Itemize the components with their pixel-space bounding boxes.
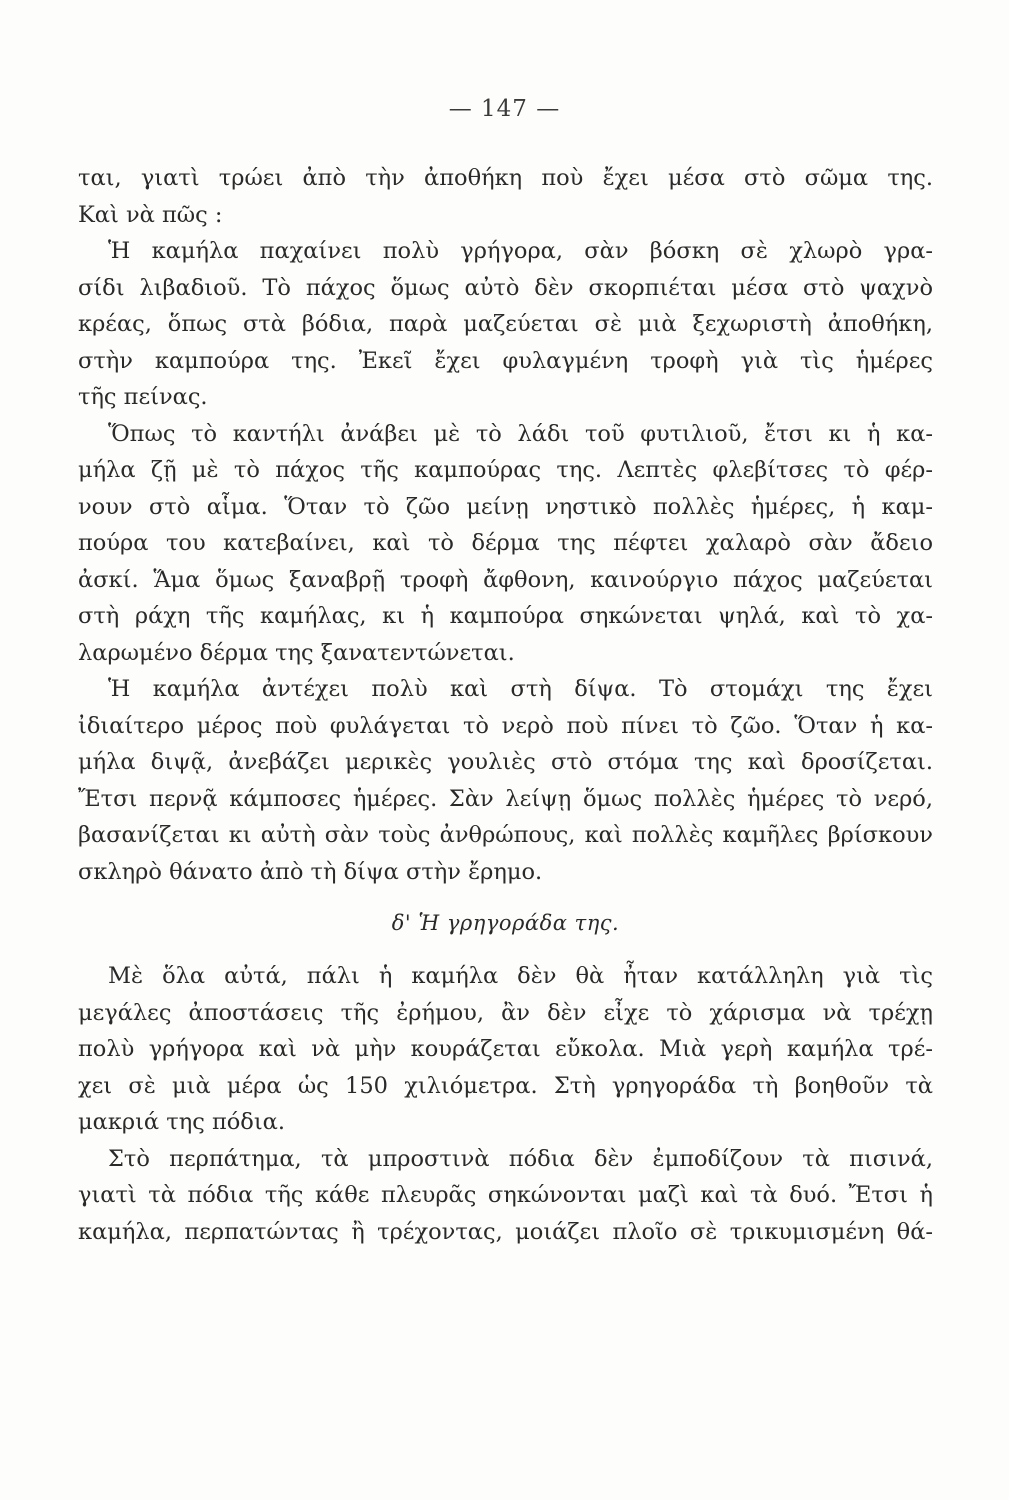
text-line: ἰδιαίτερο μέρος ποὺ φυλάγεται τὸ νερὸ ποὺ πίνει τὸ ζῶο. Ὅταν ἡ κα- [78,712,933,739]
text-line: βασανίζεται κι αὐτὴ σὰν τοὺς ἀνθρώπους, καὶ πολλὲς καμῆλες βρίσκουν [78,822,933,848]
text-line: ται, γιατὶ τρώει ἀπὸ τὴν ἀποθήκη ποὺ ἔχει μέσα στὸ σῶμα της. [78,165,933,191]
text-line: πολὺ γρήγορα καὶ νὰ μὴν κουράζεται εὔκολα. Μιὰ γερὴ καμήλα τρέ- [78,1036,933,1062]
text-line: κρέας, ὅπως στὰ βόδια, παρὰ μαζεύεται σὲ μιὰ ξεχωριστὴ ἀποθήκη, [78,311,933,337]
text-line: σίδι λιβαδιοῦ. Τὸ πάχος ὅμως αὐτὸ δὲν σκορπιέται μέσα στὸ ψαχνὸ [78,274,933,301]
text-line: Μὲ ὅλα αὐτά, πάλι ἡ καμήλα δὲν θὰ ἦταν κατάλληλη γιὰ τὶς [108,963,933,989]
text-line: λαρωμένο δέρμα της ξανατεντώνεται. [78,639,515,666]
body-text [78,160,933,1250]
text-line: νουν στὸ αἷμα. Ὅταν τὸ ζῶο μείνῃ νηστικὸ πολλὲς ἡμέρες, ἡ καμ- [78,493,933,520]
paragraph-group-camel-speed [78,958,933,1250]
paragraph-group-camel-hump [78,160,933,890]
text-line: Ἡ καμήλα παχαίνει πολὺ γρήγορα, σὰν βόσκη σὲ χλωρὸ γρα- [108,238,933,264]
text-line: ἀσκί. Ἅμα ὅμως ξαναβρῇ τροφὴ ἄφθονη, καινούργιο πάχος μαζεύεται [78,566,933,593]
text-line: πούρα του κατεβαίνει, καὶ τὸ δέρμα της πέφτει χαλαρὸ σὰν ἄδειο [78,530,933,556]
text-line: Ἔτσι περνᾷ κάμποσες ἡμέρες. Σὰν λείψῃ ὅμως πολλὲς ἡμέρες τὸ νερό, [78,785,933,812]
text-line: στὴ ράχη τῆς καμήλας, κι ἡ καμπούρα σηκώνεται ψηλά, καὶ τὸ χα- [78,603,933,629]
text-line: μήλα ζῇ μὲ τὸ πάχος τῆς καμπούρας της. Λεπτὲς φλεβίτσες τὸ φέρ- [78,457,933,483]
text-line: Στὸ περπάτημα, τὰ μπροστινὰ πόδια δὲν ἐμποδίζουν τὰ πισινά, [108,1145,933,1172]
text-line: καμήλα, περπατώντας ἢ τρέχοντας, μοιάζει πλοῖο σὲ τρικυμισμένη θά- [78,1218,933,1245]
text-line: μακριά της πόδια. [78,1109,286,1135]
text-line: χει σὲ μιὰ μέρα ὡς 150 χιλιόμετρα. Στὴ γρηγοράδα τὴ βοηθοῦν τὰ [78,1072,933,1099]
text-line: Ὅπως τὸ καντήλι ἀνάβει μὲ τὸ λάδι τοῦ φυτιλιοῦ, ἔτσι κι ἡ κα- [108,420,933,447]
text-line: Καὶ νὰ πῶς : [78,201,223,228]
section-heading: δ' Ἡ γρηγοράδα της. [391,911,620,935]
text-line: μήλα διψᾷ, ἀνεβάζει μερικὲς γουλιὲς στὸ στόμα της καὶ δροσίζεται. [78,749,933,775]
text-line: σκληρὸ θάνατο ἀπὸ τὴ δίψα στὴν ἔρημο. [78,858,543,885]
text-line: στὴν καμπούρα της. Ἐκεῖ ἔχει φυλαγμένη τροφὴ γιὰ τὶς ἡμέρες [78,347,933,374]
page-number: — 147 — [448,96,561,122]
text-line: μεγάλες ἀποστάσεις τῆς ἐρήμου, ἂν δὲν εἶχε τὸ χάρισμα νὰ τρέχῃ [78,999,933,1026]
text-line: γιατὶ τὰ πόδια τῆς κάθε πλευρᾶς σηκώνονται μαζὶ καὶ τὰ δυό. Ἔτσι ἡ [78,1182,933,1208]
text-line: Ἡ καμήλα ἀντέχει πολὺ καὶ στὴ δίψα. Τὸ στομάχι της ἔχει [108,676,933,702]
text-line: τῆς πείνας. [78,384,208,410]
